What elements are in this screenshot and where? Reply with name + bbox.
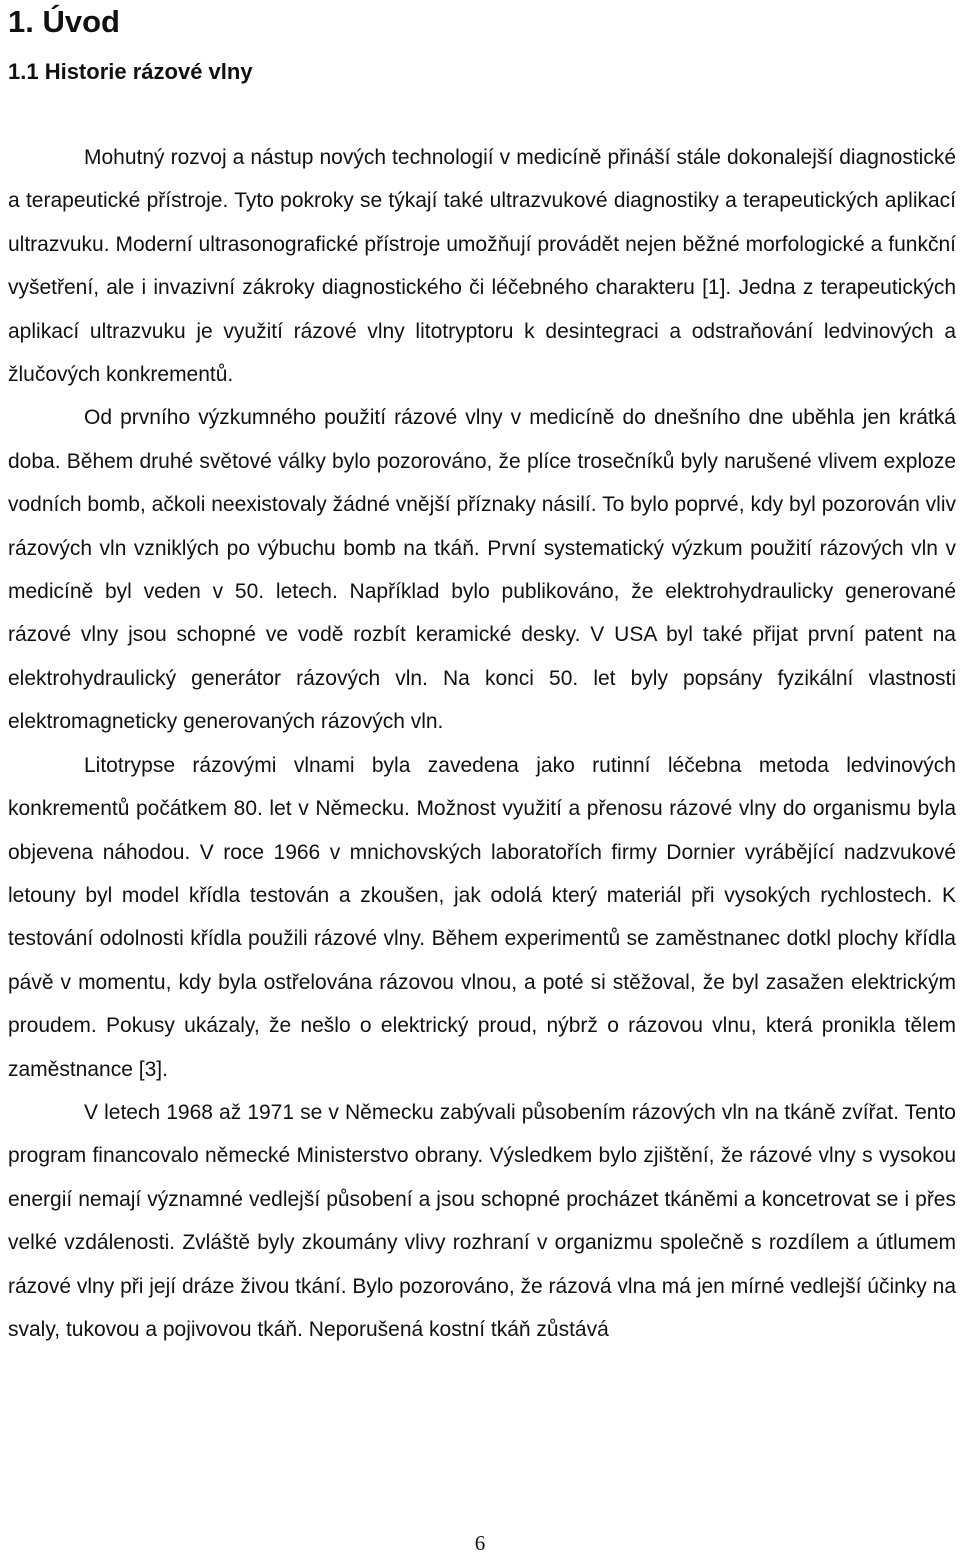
paragraph-history: Od prvního výzkumného použití rázové vlny v medicíně do dnešního dne uběhla jen krátká doba. Během druhé světové války bylo pozorováno, že plíce trosečníků byly narušené vlivem exploze vodních bomb, ačkoli neexistovaly žádné vnější příznaky násilí. To bylo poprvé, kdy byl pozorován vliv rázových vln vzniklých po výbuchu bomb na tkáň. První systematický výzkum použití rázových vln v medicíně byl veden v 50. letech. Například bylo publikováno, že elektrohydraulicky generované rázové vlny jsou schopné ve vodě rozbít keramické desky. V USA byl také přijat první patent na elektrohydraulický generátor rázových vln. Na konci 50. let byly popsány fyzikální vlastnosti elektromagneticky generovaných rázových vln. bbox=[8, 406, 956, 734]
section-heading: 1.1 Historie rázové vlny bbox=[8, 59, 253, 84]
paragraph-research: V letech 1968 až 1971 se v Německu zabývali působením rázových vln na tkáně zvířat. Tento program financovalo německé Ministerstvo obrany. Výsledkem bylo zjištění, že rázové vlny s vysokou energií nemají významné vedlejší působení a jsou schopné procházet tkáněmi a koncetrovat se i přes velké vzdálenosti. Zvláště byly zkoumány vlivy rozhraní v organizmu společně s rozdílem a útlumem rázové vlny při její dráze živou tkání. Bylo pozorováno, že rázová vlna má jen mírné vedlejší účinky na svaly, tukovou a pojivovou tkáň. Neporušená kostní tkáň zůstává bbox=[8, 1100, 956, 1341]
body-text bbox=[8, 136, 956, 1351]
paragraph-intro: Mohutný rozvoj a nástup nových technologií v medicíně přináší stále dokonalejší diagnostické a terapeutické přístroje. Tyto pokroky se týkají také ultrazvukové diagnostiky a terapeutických aplikací ultrazvuku. Moderní ultrasonografické přístroje umožňují provádět nejen běžné morfologické a funkční vyšetření, ale i invazivní zákroky diagnostického či léčebného charakteru [1]. Jedna z terapeutických aplikací ultrazvuku je využití rázové vlny litotryptoru k desintegraci a odstraňování ledvinových a žlučových konkrementů. bbox=[8, 146, 956, 387]
page-number: 6 bbox=[474, 1531, 486, 1555]
paragraph-lithotripsy: Litotrypse rázovými vlnami byla zavedena jako rutinní léčebna metoda ledvinových konkrementů počátkem 80. let v Německu. Možnost využití a přenosu rázové vlny do organismu byla objevena náhodou. V roce 1966 v mnichovských laboratořích firmy Dornier vyrábějící nadzvukové letouny byl model křídla testován a zkoušen, jak odolá který materiál při vysokých rychlostech. K testování odolnosti křídla použili rázové vlny. Během experimentů se zaměstnanec dotkl plochy křídla pávě v momentu, kdy byla ostřelována rázovou vlnou, a poté si stěžoval, že byl zasažen elektrickým proudem. Pokusy ukázaly, že nešlo o elektrický proud, nýbrž o rázovou vlnu, která pronikla tělem zaměstnance [3]. bbox=[8, 753, 956, 1081]
chapter-heading: 1. Úvod bbox=[8, 4, 120, 39]
